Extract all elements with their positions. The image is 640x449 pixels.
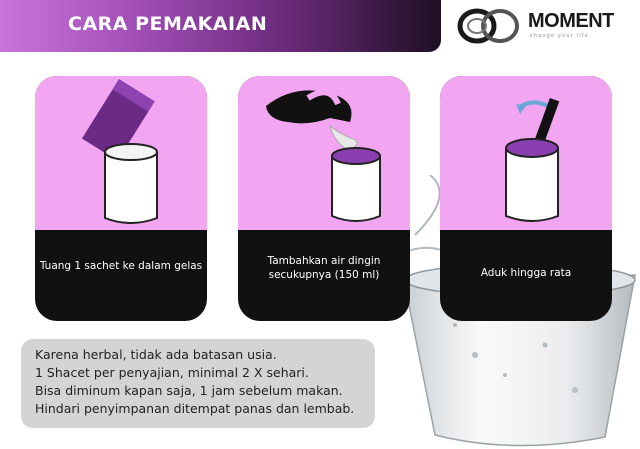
step-2-label-line-2: secukupnya (150 ml) (268, 269, 380, 281)
brand-name: MOMENT (528, 10, 614, 32)
stir-icon (440, 76, 612, 230)
usage-note-line: 1 Shacet per penyajian, minimal 2 X sehari. (35, 365, 309, 380)
step-2-label (238, 254, 410, 282)
water-pour-icon (238, 76, 410, 230)
sachet-pour-icon (35, 76, 207, 230)
usage-note-line: Bisa diminum kapan saja, 1 jam sebelum makan. (35, 383, 343, 398)
header-banner (0, 0, 441, 52)
step-3-label: Aduk hingga rata (480, 267, 572, 279)
usage-notes-box (21, 339, 375, 428)
step-card-2 (238, 76, 410, 321)
step-card-1 (35, 76, 207, 321)
usage-note-line: Hindari penyimpanan ditempat panas dan lembab. (35, 401, 355, 416)
step-2-label-line-1: Tambahkan air dingin (267, 255, 381, 267)
brand-tagline: change your life (530, 33, 590, 39)
step-card-3 (440, 76, 612, 321)
usage-note-line: Karena herbal, tidak ada batasan usia. (35, 347, 277, 362)
step-1-label: Tuang 1 sachet ke dalam gelas (39, 260, 203, 272)
page-title: CARA PEMAKAIAN (68, 13, 268, 35)
